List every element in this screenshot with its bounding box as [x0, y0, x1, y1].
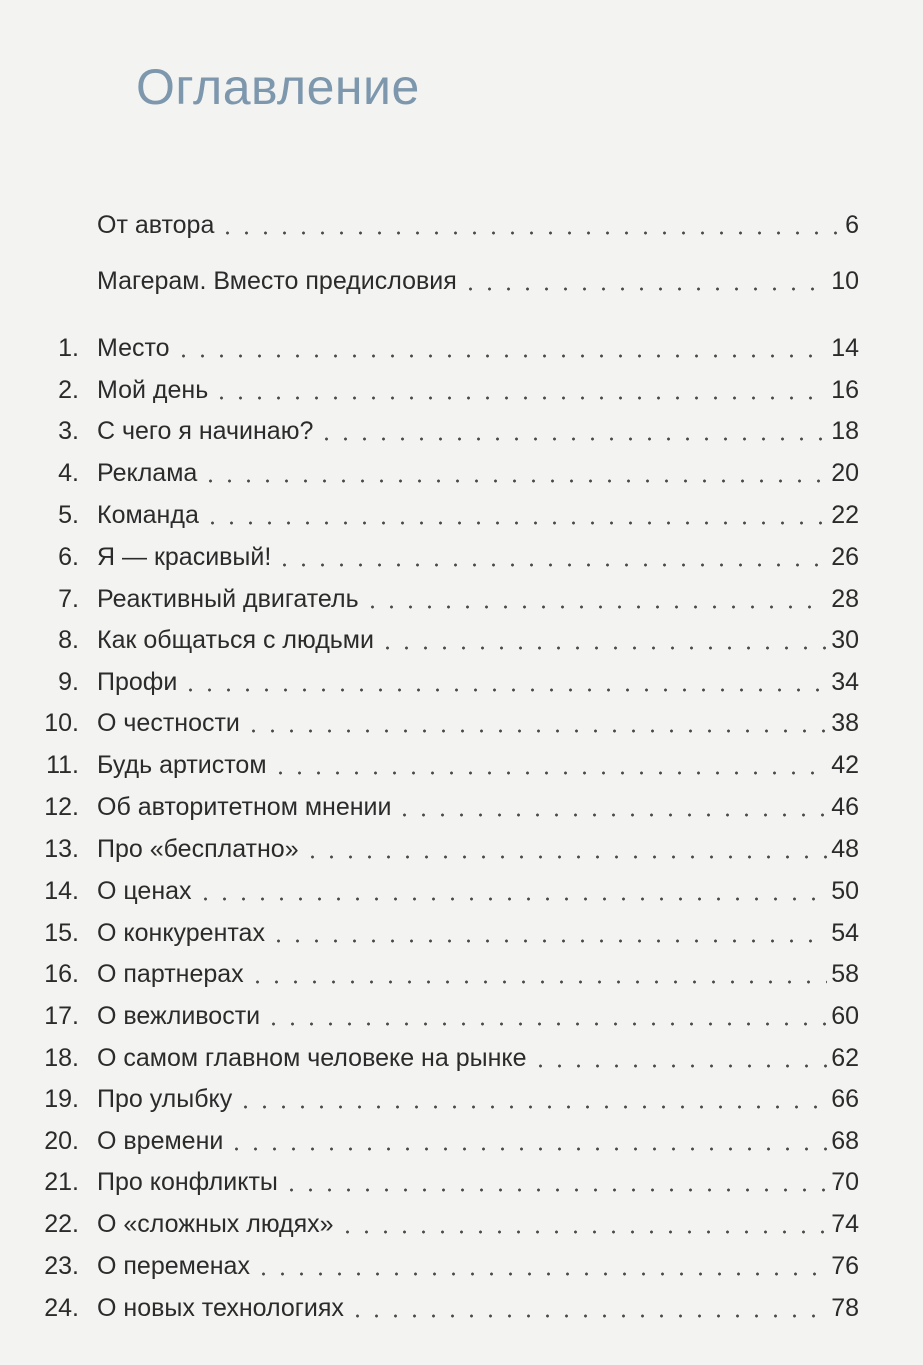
entry-title: Реклама: [97, 459, 198, 487]
entry-number: 24.: [44, 1294, 79, 1322]
entry-page-number: 6: [845, 211, 859, 239]
entry-title: Об авторитетном мнении: [97, 793, 392, 821]
entry-title: О самом главном человеке на рынке: [97, 1044, 527, 1072]
dot-leader: [282, 1173, 827, 1193]
entry-title: Магерам. Вместо предисловия: [97, 267, 457, 295]
toc-entry[interactable]: [0, 457, 923, 489]
dot-leader: [236, 1090, 827, 1110]
entry-number: 14.: [44, 877, 79, 905]
dot-leader: [317, 422, 827, 442]
toc-entry[interactable]: [0, 707, 923, 739]
entry-title: Про «бесплатно»: [97, 835, 299, 863]
dot-leader: [461, 272, 827, 292]
toc-entry[interactable]: [0, 583, 923, 615]
dot-leader: [212, 381, 827, 401]
entry-number: 11.: [46, 751, 79, 779]
entry-number: 5.: [58, 501, 79, 529]
dot-leader: [271, 756, 828, 776]
dot-leader: [248, 965, 828, 985]
dot-leader: [303, 840, 828, 860]
toc-entry[interactable]: [0, 1208, 923, 1240]
entry-page-number: 28: [831, 585, 859, 613]
toc-entry[interactable]: [0, 374, 923, 406]
entry-page-number: 16: [831, 376, 859, 404]
entry-page-number: 76: [831, 1252, 859, 1280]
entry-page-number: 58: [831, 960, 859, 988]
dot-leader: [363, 590, 828, 610]
entry-number: 12.: [44, 793, 79, 821]
toc-entry[interactable]: [0, 1292, 923, 1324]
dot-leader: [201, 464, 827, 484]
entry-page-number: 10: [831, 267, 859, 295]
entry-number: 9.: [58, 668, 79, 696]
entry-page-number: 14: [831, 334, 859, 362]
entry-page-number: 78: [831, 1294, 859, 1322]
entry-number: 7.: [58, 585, 79, 613]
entry-title: Как общаться с людьми: [97, 626, 374, 654]
toc-entry[interactable]: [0, 666, 923, 698]
entry-title: О честности: [97, 709, 240, 737]
toc-entry[interactable]: [0, 415, 923, 447]
entry-number: 15.: [44, 919, 79, 947]
entry-title: Команда: [97, 501, 199, 529]
entry-title: Реактивный двигатель: [97, 585, 359, 613]
dot-leader: [227, 1132, 827, 1152]
toc-entry[interactable]: [0, 1000, 923, 1032]
entry-number: 6.: [58, 543, 79, 571]
entry-number: 16.: [44, 960, 79, 988]
entry-number: 18.: [44, 1044, 79, 1072]
entry-page-number: 50: [831, 877, 859, 905]
toc-entry[interactable]: [0, 624, 923, 656]
entry-page-number: 38: [831, 709, 859, 737]
entry-page-number: 48: [831, 835, 859, 863]
dot-leader: [264, 1007, 827, 1027]
entry-title: О вежливости: [97, 1002, 261, 1030]
entry-title: Будь артистом: [97, 751, 267, 779]
dot-leader: [338, 1215, 828, 1235]
entry-title: Я — красивый!: [97, 543, 272, 571]
dot-leader: [275, 548, 827, 568]
entry-number: 20.: [44, 1127, 79, 1155]
entry-number: 22.: [44, 1210, 79, 1238]
entry-title: Профи: [97, 668, 178, 696]
toc-entry[interactable]: [0, 875, 923, 907]
entry-title: Место: [97, 334, 170, 362]
entry-title: Про улыбку: [97, 1085, 233, 1113]
entry-page-number: 42: [831, 751, 859, 779]
entry-page-number: 18: [831, 417, 859, 445]
entry-number: 13.: [44, 835, 79, 863]
entry-page-number: 60: [831, 1002, 859, 1030]
dot-leader: [196, 882, 828, 902]
entry-number: 10.: [44, 709, 79, 737]
toc-entry[interactable]: [0, 833, 923, 865]
toc-entry[interactable]: [0, 209, 923, 241]
entry-title: О партнерах: [97, 960, 244, 988]
dot-leader: [395, 798, 827, 818]
entry-number: 17.: [44, 1002, 79, 1030]
dot-leader: [174, 339, 828, 359]
toc-entry[interactable]: [0, 265, 923, 297]
dot-leader: [218, 216, 841, 236]
entry-title: Мой день: [97, 376, 209, 404]
dot-leader: [531, 1049, 828, 1069]
entry-title: О новых технологиях: [97, 1294, 344, 1322]
entry-title: О времени: [97, 1127, 224, 1155]
toc-entry[interactable]: [0, 1042, 923, 1074]
toc-entry[interactable]: [0, 1166, 923, 1198]
dot-leader: [269, 924, 827, 944]
entry-page-number: 46: [831, 793, 859, 821]
entry-page-number: 62: [831, 1044, 859, 1072]
toc-entry[interactable]: [0, 791, 923, 823]
entry-number: 4.: [58, 459, 79, 487]
entry-number: 23.: [44, 1252, 79, 1280]
entry-page-number: 26: [831, 543, 859, 571]
toc-entry[interactable]: [0, 541, 923, 573]
entry-title: Про конфликты: [97, 1168, 278, 1196]
toc-entry[interactable]: [0, 917, 923, 949]
entry-page-number: 54: [831, 919, 859, 947]
dot-leader: [181, 673, 827, 693]
entry-title: О конкурентах: [97, 919, 265, 947]
entry-title: О «сложных людях»: [97, 1210, 334, 1238]
entry-number: 2.: [58, 376, 79, 404]
entry-title: О переменах: [97, 1252, 250, 1280]
dot-leader: [244, 714, 827, 734]
entry-title: От автора: [97, 211, 215, 239]
entry-title: С чего я начинаю?: [97, 417, 314, 445]
dot-leader: [254, 1257, 827, 1277]
entry-page-number: 70: [831, 1168, 859, 1196]
entry-page-number: 20: [831, 459, 859, 487]
entry-page-number: 34: [831, 668, 859, 696]
toc-entry[interactable]: [0, 1125, 923, 1157]
entry-number: 8.: [58, 626, 79, 654]
entry-page-number: 66: [831, 1085, 859, 1113]
entry-number: 21.: [44, 1168, 79, 1196]
page-title: Оглавление: [136, 59, 420, 115]
entry-page-number: 30: [831, 626, 859, 654]
toc-entry[interactable]: [0, 1083, 923, 1115]
toc-entry[interactable]: [0, 499, 923, 531]
entry-number: 1.: [58, 334, 79, 362]
toc-entry[interactable]: [0, 749, 923, 781]
entry-number: 19.: [44, 1085, 79, 1113]
entry-number: 3.: [58, 417, 79, 445]
dot-leader: [378, 631, 827, 651]
dot-leader: [203, 506, 827, 526]
entry-page-number: 74: [831, 1210, 859, 1238]
toc-entry[interactable]: [0, 1250, 923, 1282]
entry-title: О ценах: [97, 877, 192, 905]
toc-entry[interactable]: [0, 332, 923, 364]
toc-entry[interactable]: [0, 958, 923, 990]
dot-leader: [348, 1299, 827, 1319]
entry-page-number: 68: [831, 1127, 859, 1155]
entry-page-number: 22: [831, 501, 859, 529]
